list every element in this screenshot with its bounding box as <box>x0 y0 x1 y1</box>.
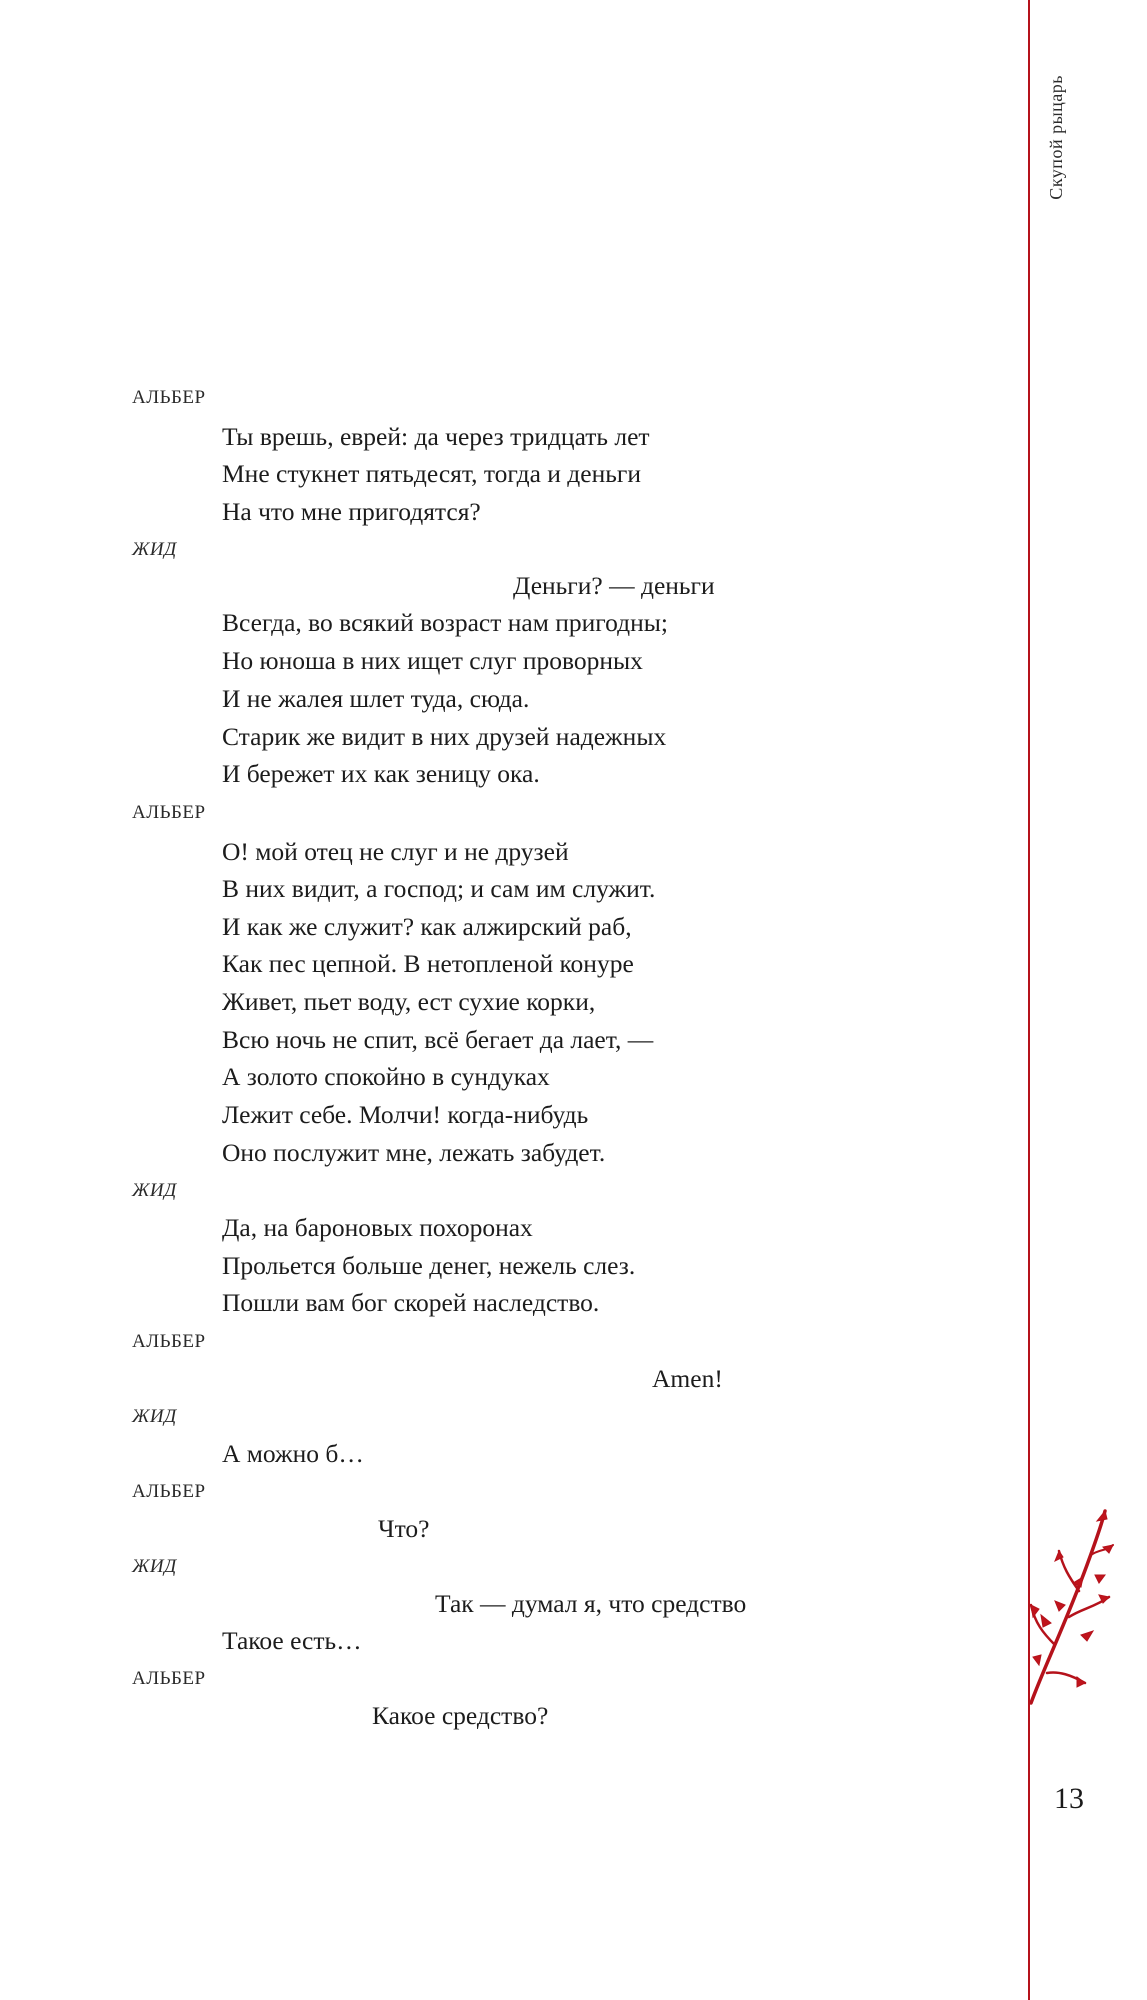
speaker-name: ЖИД <box>132 539 177 560</box>
speaker-name: АЛЬБЕР <box>132 1331 206 1352</box>
plant-ornament-icon <box>1025 1505 1115 1705</box>
verse-line: А золото спокойно в сундуках <box>222 1062 550 1091</box>
page-number: 13 <box>1054 1782 1084 1815</box>
verse-line: Какое средство? <box>372 1701 549 1730</box>
verse-line: И не жалея шлет туда, сюда. <box>222 684 530 713</box>
verse-line: Всегда, во всякий возраст нам пригодны; <box>222 608 668 637</box>
verse-line: Ты врешь, еврей: да через тридцать лет <box>222 422 650 451</box>
verse-line: Что? <box>378 1514 430 1543</box>
verse-line: О! мой отец не слуг и не друзей <box>222 837 569 866</box>
verse-line: Такое есть… <box>222 1626 362 1655</box>
verse-line: На что мне пригодятся? <box>222 497 481 526</box>
verse-line: Да, на бароновых похоронах <box>222 1213 533 1242</box>
verse-line: А можно б… <box>222 1439 364 1468</box>
verse-line: И бережет их как зеницу ока. <box>222 759 540 788</box>
speaker-name: ЖИД <box>132 1556 177 1577</box>
verse-line: Деньги? — деньги <box>513 571 715 600</box>
verse-line: Живет, пьет воду, ест сухие корки, <box>222 987 596 1016</box>
speaker-name: АЛЬБЕР <box>132 802 206 823</box>
speaker-name: ЖИД <box>132 1180 177 1201</box>
speaker-name: АЛЬБЕР <box>132 387 206 408</box>
verse-line: Старик же видит в них друзей надежных <box>222 722 667 751</box>
verse-line: Мне стукнет пятьдесят, тогда и деньги <box>222 459 641 488</box>
verse-line: Но юноша в них ищет слуг проворных <box>222 646 643 675</box>
verse-line: Прольется больше денег, нежель слез. <box>222 1251 636 1280</box>
running-head: Скупой рыцарь <box>1046 75 1066 200</box>
verse-line: Amen! <box>652 1364 723 1393</box>
speaker-name: АЛЬБЕР <box>132 1668 206 1689</box>
speaker-name: АЛЬБЕР <box>132 1481 206 1502</box>
verse-line: В них видит, а господ; и сам им служит. <box>222 874 656 903</box>
verse-line: Оно послужит мне, лежать забудет. <box>222 1138 606 1167</box>
verse-line: Так — думал я, что средство <box>435 1589 747 1618</box>
speaker-name: ЖИД <box>132 1406 177 1427</box>
verse-line: Как пес цепной. В нетопленой конуре <box>222 949 634 978</box>
verse-line: Пошли вам бог скорей наследство. <box>222 1288 600 1317</box>
verse-line: И как же служит? как алжирский раб, <box>222 912 632 941</box>
verse-line: Лежит себе. Молчи! когда-нибудь <box>222 1100 589 1129</box>
verse-line: Всю ночь не спит, всё бегает да лает, — <box>222 1025 654 1054</box>
